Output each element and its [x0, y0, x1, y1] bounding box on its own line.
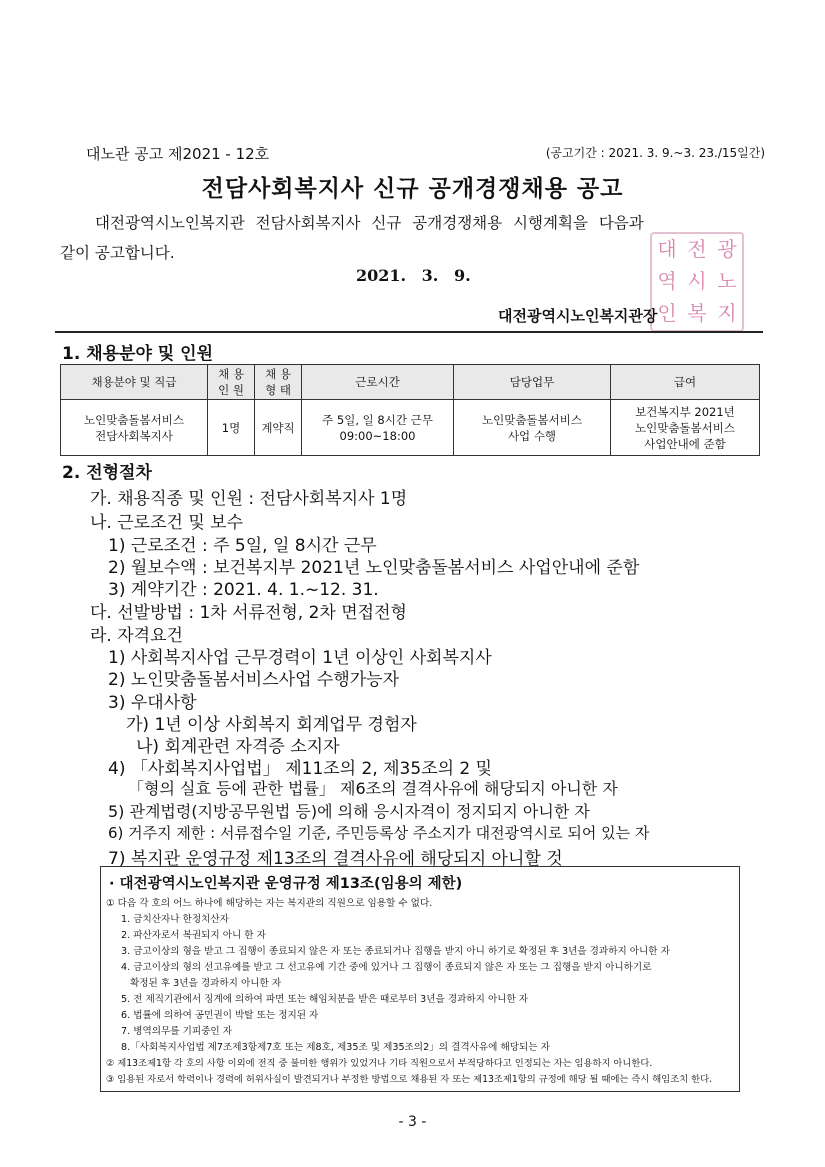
- seal-glyph: 대: [657, 237, 677, 261]
- seal-glyph: 노: [717, 269, 737, 293]
- table-cell: 1명: [208, 400, 255, 456]
- list-item: 2) 월보수액 : 보건복지부 2021년 노인맞춤돌봄서비스 사업안내에 준함: [108, 558, 640, 578]
- list-item: 2) 노인맞춤돌봄서비스사업 수행가능자: [108, 670, 400, 690]
- regulation-line: 2. 파산자로서 복권되지 아니 한 자: [121, 930, 266, 941]
- list-item: 5) 관계법령(지방공무원법 등)에 의해 응시자격이 정지되지 아니한 자: [108, 802, 590, 821]
- table-header-row: [61, 365, 760, 400]
- regulation-line: 5. 전 제직기관에서 징계에 의하여 파면 또는 해임처분을 받은 때로부터 3년을 경과하지 아니한 자: [121, 994, 529, 1005]
- regulation-title: · 대전광역시노인복지관 운영규정 제13조(임용의 제한): [109, 876, 463, 892]
- list-item: 1) 근로조건 : 주 5일, 일 8시간 근무: [108, 536, 377, 556]
- list-item: 7) 복지관 운영규정 제13조의 결격사유에 해당되지 아니할 것: [108, 849, 563, 869]
- list-item: 1) 사회복지사업 근무경력이 1년 이상인 사회복지사: [108, 648, 492, 668]
- page-title: 전담사회복지사 신규 공개경쟁채용 공고: [201, 176, 624, 202]
- notice-number: 대노관 공고 제2021 - 12호: [86, 145, 270, 163]
- intro-line-1: 대전광역시노인복지관 전담사회복지사 신규 공개경쟁채용 시행계획을 다음과: [95, 214, 644, 232]
- seal-glyph: 역: [657, 269, 677, 293]
- notice-date: 2021. 3. 9.: [356, 266, 471, 285]
- table-header-cell: 채 용 형 태: [255, 365, 302, 400]
- list-item: 4) 「사회복지사업법」 제11조의 2, 제35조의 2 및: [108, 759, 493, 779]
- notice-period: (공고기간 : 2021. 3. 9.~3. 23./15일간): [545, 146, 765, 160]
- regulation-line: 1. 금치산자나 한정치산자: [121, 914, 229, 925]
- table-header-cell: 근로시간: [302, 365, 454, 400]
- list-item: 다. 선발방법 : 1차 서류전형, 2차 면접전형: [90, 603, 407, 623]
- recruitment-table: [60, 364, 760, 456]
- regulation-line: 3. 금고이상의 형을 받고 그 집행이 종료되지 않은 자 또는 종료되거나 집행을 받지 아니 하기로 확정된 후 3년을 경과하지 아니한 자: [121, 946, 670, 957]
- table-header-cell: 담당업무: [454, 365, 611, 400]
- regulation-line: 4. 금고이상의 형의 선고유예를 받고 그 선고유예 기간 중에 있거나 그 집행이 종료되지 않은 자 또는 그 집행을 받지 아니하기로: [121, 962, 652, 973]
- list-item: 가. 채용직종 및 인원 : 전담사회복지사 1명: [90, 489, 408, 509]
- list-item: 나. 근로조건 및 보수: [90, 513, 243, 533]
- list-item: 3) 계약기간 : 2021. 4. 1.~12. 31.: [108, 580, 379, 600]
- list-item: 가) 1년 이상 사회복지 회계업무 경험자: [126, 715, 417, 735]
- table-cell: 노인맞춤돌봄서비스 전담사회복지사: [61, 400, 208, 456]
- seal-glyph: 지: [717, 301, 737, 325]
- seal-glyph: 전: [687, 237, 707, 261]
- list-item: 나) 회계관련 자격증 소지자: [136, 737, 340, 757]
- seal-glyph: 광: [717, 237, 737, 261]
- table-cell: 노인맞춤돌봄서비스 사업 수행: [454, 400, 611, 456]
- table-cell: 주 5일, 일 8시간 근무 09:00~18:00: [302, 400, 454, 456]
- regulation-line: ② 제13조제1항 각 호의 사항 이외에 전직 중 불미한 행위가 있었거나 기타 직원으로서 부적당하다고 인정되는 자는 임용하지 아니한다.: [106, 1058, 653, 1069]
- seal-glyph: 시: [687, 269, 707, 293]
- table-header-cell: 급여: [611, 365, 760, 400]
- regulation-line: 7. 병역의무를 기피중인 자: [121, 1026, 232, 1037]
- intro-line-2: 같이 공고합니다.: [60, 244, 175, 262]
- official-seal: [650, 232, 744, 332]
- table-row: [61, 400, 760, 456]
- page-number: - 3 -: [398, 1114, 427, 1130]
- regulation-line: ③ 임용된 자로서 학력이나 경력에 허위사실이 발견되거나 부정한 방법으로 채용된 자 또는 제13조제1항의 규정에 해당 될 때에는 즉시 해임조치 한다.: [106, 1074, 713, 1085]
- list-item: 3) 우대사항: [108, 693, 197, 713]
- table-header-cell: 채용분야 및 직급: [61, 365, 208, 400]
- seal-glyph: 인: [657, 301, 677, 325]
- table-cell: 보건복지부 2021년 노인맞춤돌봄서비스 사업안내에 준함: [611, 400, 760, 456]
- section-heading-recruitment: 1. 채용분야 및 인원: [62, 344, 213, 364]
- list-item: 「형의 실효 등에 관한 법률」 제6조의 결격사유에 해당되지 아니한 자: [128, 779, 618, 798]
- table-cell: 계약직: [255, 400, 302, 456]
- regulation-line: 8.「사회복지사업법 제7조제3항제7호 또는 제8호, 제35조 및 제35조의2」의 결격사유에 해당되는 자: [121, 1042, 550, 1053]
- regulation-line: 6. 법률에 의하여 공민권이 박탈 또는 정지된 자: [121, 1010, 319, 1021]
- list-item: 라. 자격요건: [90, 626, 183, 646]
- table-header-cell: 채 용 인 원: [208, 365, 255, 400]
- divider: [55, 331, 763, 333]
- organization-name: 대전광역시노인복지관장: [498, 307, 658, 325]
- seal-glyph: 복: [687, 301, 707, 325]
- regulation-line: ① 다음 각 호의 어느 하나에 해당하는 자는 복지관의 직원으로 임용할 수 없다.: [106, 898, 433, 909]
- section-heading-procedure: 2. 전형절차: [62, 463, 152, 483]
- regulation-line: 확정된 후 3년을 경과하지 아니한 자: [130, 978, 282, 989]
- regulation-box: [100, 866, 740, 1092]
- list-item: 6) 거주지 제한 : 서류접수일 기준, 주민등록상 주소지가 대전광역시로 되어 있는 자: [108, 824, 650, 842]
